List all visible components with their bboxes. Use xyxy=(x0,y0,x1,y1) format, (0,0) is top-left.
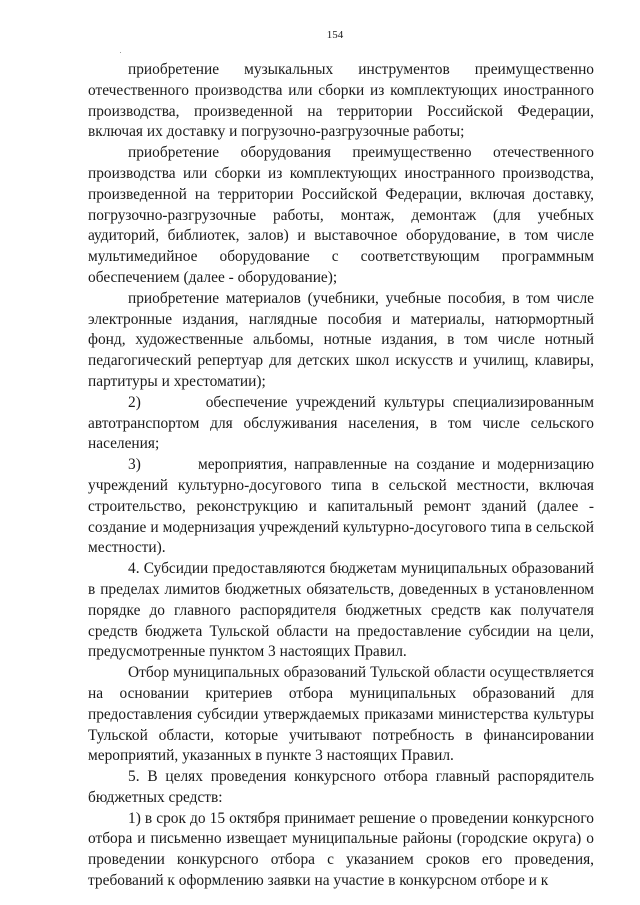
paragraph-selection-criteria: Отбор муниципальных образований Тульской области осуществляется на основании критериев отбора муниципальных образований для предоставления субсидии утверждаемых приказами министерства культуры Тульской области, которые учитывают потребность в финансировании мероприятий, указанных в пункте 3 настоящих Правил. xyxy=(88,664,594,765)
scan-speck xyxy=(120,52,121,53)
document-body xyxy=(88,60,594,892)
paragraph-materials: приобретение материалов (учебники, учебные пособия, в том числе электронные издания, наглядные пособия и материалы, натюрмортный фонд, художественные альбомы, нотные издания, в том числе нотный педагогический репертуар для детских школ искусств и училищ, клавиры, партитуры и хрестоматии); xyxy=(88,289,594,390)
paragraph-item-2-transport: 2) обеспечение учреждений культуры специализированным автотранспортом для обслуживания населения, в том числе сельского населения; xyxy=(88,393,594,453)
page-number: 154 xyxy=(326,29,344,41)
paragraph-section-5-item-1: 1) в срок до 15 октября принимает решение о проведении конкурсного отбора и письменно извещает муниципальные районы (городские округа) о проведении конкурсного отбора с указанием сроков его проведения, требований к оформлению заявки на участие в конкурсном отборе и к xyxy=(88,809,594,890)
paragraph-item-3-modernization: 3) мероприятия, направленные на создание и модернизацию учреждений культурно-досугового типа в сельской местности, включая строительство, реконструкцию и капитальный ремонт зданий (далее - создание и модернизация учреждений культурно-досугового типа в сельской местности). xyxy=(88,456,594,557)
paragraph-section-4-subsidies: 4. Субсидии предоставляются бюджетам муниципальных образований в пределах лимитов бюджетных обязательств, доведенных в установленном порядке до главного распорядителя бюджетных средств как получателя средств бюджета Тульской области на предоставление субсидии на цели, предусмотренные пунктом 3 настоящих Правил. xyxy=(88,560,594,661)
paragraph-equipment: приобретение оборудования преимущественно отечественного производства или сборки из комплектующих иностранного производства, произведенной на территории Российской Федерации, включая доставку, погрузочно-разгрузочные работы, монтаж, демонтаж (для учебных аудиторий, библиотек, залов) и выставочное оборудование, в том числе мультимедийное оборудование с соответствующим программным обеспечением (далее - оборудование); xyxy=(88,144,594,286)
paragraph-musical-instruments: приобретение музыкальных инструментов преимущественно отечественного производства или сборки из комплектующих иностранного производства, произведенной на территории Российской Федерации, включая их доставку и погрузочно-разгрузочные работы; xyxy=(88,61,594,141)
paragraph-section-5-intro: 5. В целях проведения конкурсного отбора главный распорядитель бюджетных средств: xyxy=(88,768,594,806)
